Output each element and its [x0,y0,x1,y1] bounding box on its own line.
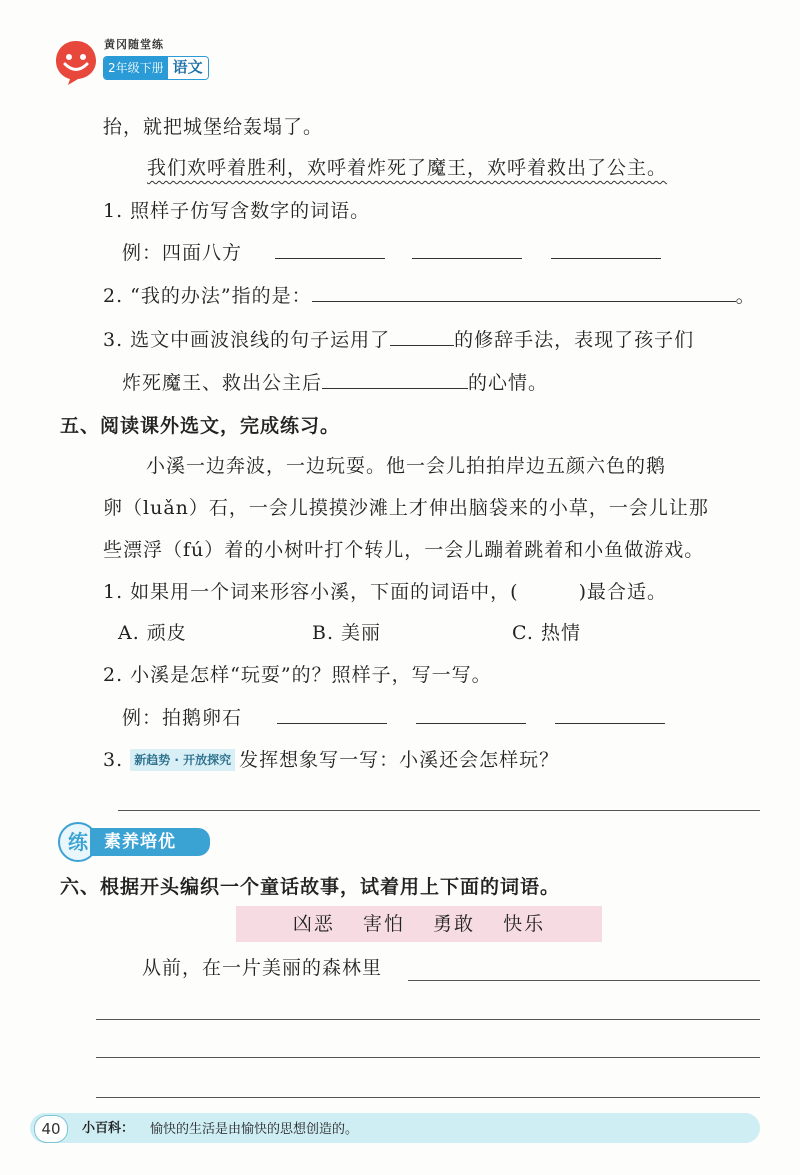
s4-q3-row-1 [103,325,694,354]
subject-label: 语文 [168,57,208,79]
banner-label: 素养培优 [90,828,210,856]
passage-wavy-sentence [147,154,667,182]
s5-q3-text: 发挥想象写一写：小溪还会怎样玩？ [239,749,560,771]
s4-q3-part-a: 3. 选文中画波浪线的句子运用了 [103,329,391,351]
s4-q1-example: 例：四面八方 [122,242,243,264]
passage-tail: 抬，就把城堡给轰塌了。 [103,116,324,138]
s6-answer-line-4[interactable] [96,1097,760,1098]
s4-q3-part-d: 的心情。 [468,372,549,394]
banner-circle: 练 [58,822,98,862]
s5-passage-line-2: 卵（luǎn）石，一会儿摸摸沙滩上才伸出脑袋来的小草，一会儿让那 [103,497,709,519]
s4-q2-blank[interactable] [312,281,736,302]
s6-title: 六、根据开头编织一个童话故事，试着用上下面的词语。 [60,876,561,898]
s4-q2-suffix: 。 [735,285,756,307]
s6-start: 从前，在一片美丽的森林里 [142,957,383,979]
s5-passage-line-3: 些漂浮（fú）着的小树叶打个转儿，一会儿蹦着跳着和小鱼做游戏。 [103,539,705,561]
grade-label: 2年级下册 [104,57,168,79]
s5-q3-answer-line[interactable] [118,810,760,811]
s5-q2-blank-1[interactable] [277,703,387,724]
brand-name: 黄冈随堂练 [104,38,164,51]
s6-answer-line-2[interactable] [96,1019,760,1020]
word-bank-item: 勇敢 [433,913,476,935]
s4-q3-row-2 [122,368,548,397]
grade-subject-tag [103,56,209,80]
s5-opt-c[interactable]: C. 热情 [512,622,581,644]
s6-answer-line-first[interactable] [408,980,760,981]
footer-bar [30,1113,760,1143]
s4-q3-part-b: 的修辞手法，表现了孩子们 [454,329,695,351]
s4-q2: 2. “我的办法”指的是： [103,285,312,307]
s5-q1: 1. 如果用一个词来形容小溪，下面的词语中，( )最合适。 [103,581,667,603]
s5-passage-line-1: 小溪一边奔波，一边玩耍。他一会儿拍拍岸边五颜六色的鹅 [146,455,667,477]
practice-banner [58,822,208,862]
s4-q3-blank-2[interactable] [322,368,468,389]
s4-q2-row [103,281,756,310]
s5-q2-blank-3[interactable] [555,703,665,724]
s4-q1-blank-1[interactable] [275,238,385,259]
s4-q1-example-row [122,238,661,267]
word-bank-item: 害怕 [362,913,405,935]
s5-q2-blank-2[interactable] [416,703,526,724]
word-bank-item: 快乐 [503,913,546,935]
s5-q3-num: 3. [103,749,124,771]
s6-start-row [142,954,382,982]
s4-q3-part-c: 炸死魔王、救出公主后 [122,372,323,394]
footer-quote: 愉快的生活是由愉快的思想创造的。 [150,1122,359,1137]
s4-q1-blank-3[interactable] [551,238,661,259]
s5-title: 五、阅读课外选文，完成练习。 [60,415,341,437]
s4-q1: 1. 照样子仿写含数字的词语。 [103,200,371,222]
trend-tag: 新趋势 · 开放探究 [130,749,235,771]
page-number: 40 [34,1115,68,1143]
s5-opt-b[interactable]: B. 美丽 [312,622,382,644]
s4-q1-blank-2[interactable] [412,238,522,259]
smiley-logo-icon [52,38,100,86]
s4-q3-blank-1[interactable] [390,325,454,346]
s6-answer-line-3[interactable] [96,1057,760,1058]
word-bank-item: 凶恶 [292,913,335,935]
wavy-sentence-text: 我们欢呼着胜利，欢呼着炸死了魔王，欢呼着救出了公主。 [147,157,668,179]
word-bank [236,906,602,942]
footer-label: 小百科： [82,1121,135,1136]
s5-q2: 2. 小溪是怎样“玩耍”的？照样子，写一写。 [103,664,492,686]
s5-opt-a[interactable]: A. 顽皮 [118,622,187,644]
s5-q3-row [103,746,559,774]
s5-q2-example-row [122,703,665,732]
s5-q2-example: 例：拍鹅卵石 [122,707,243,729]
